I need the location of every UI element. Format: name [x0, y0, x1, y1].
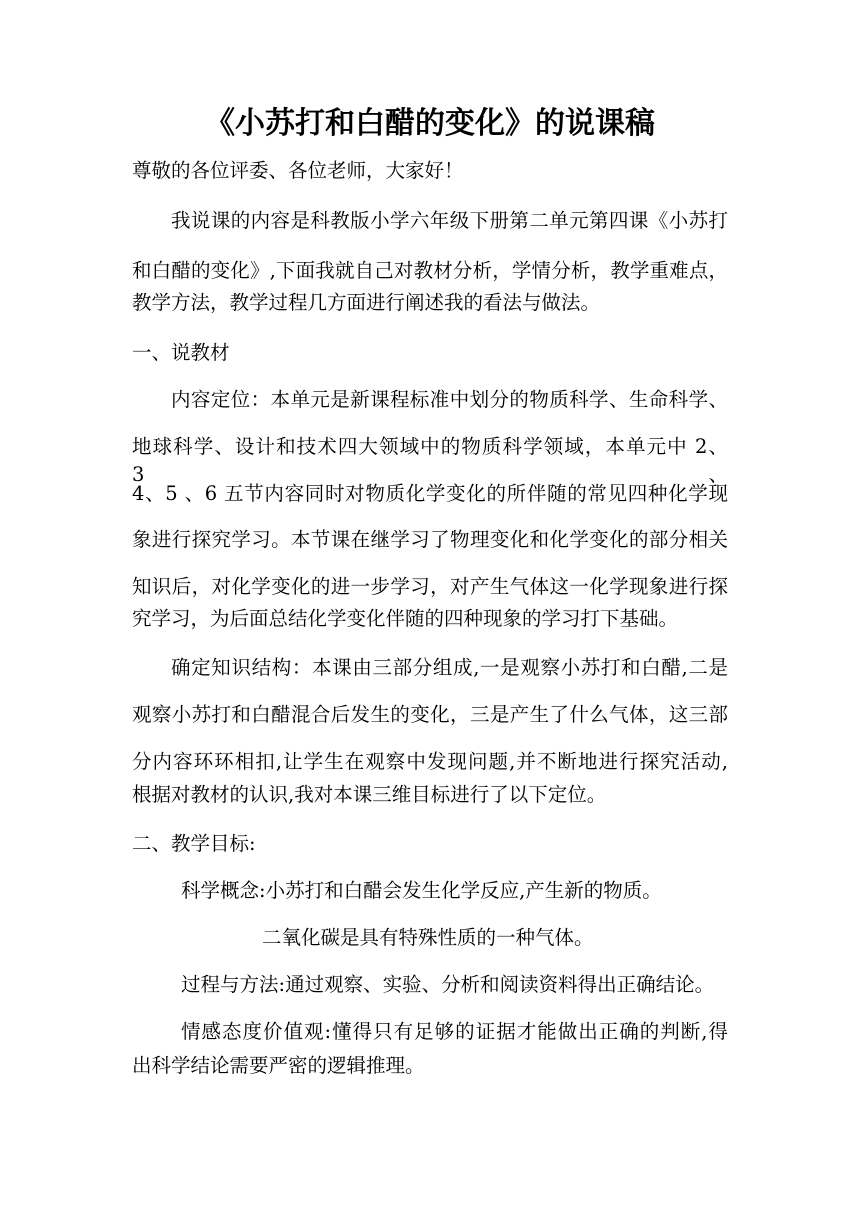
goal-line: 科学概念:小苏打和白醋会发生化学反应,产生新的物质。 — [181, 879, 662, 902]
goal-line: 情感态度价值观:懂得只有足够的证据才能做出正确的判断,得 — [181, 1020, 728, 1043]
paragraph-line: 内容定位：本单元是新课程标准中划分的物质科学、生命科学、 — [171, 388, 728, 411]
paragraph-line: 确定知识结构：本课由三部分组成,一是观察小苏打和白醋,二是 — [171, 656, 728, 679]
paragraph-line: 分内容环环相扣,让学生在观察中发现问题,并不断地进行探究活动, — [132, 750, 728, 773]
paragraph-line: 地球科学、设计和技术四大领域中的物质科学领域，本单元中 2、 3、 — [132, 435, 728, 486]
paragraph-line: 象进行探究学习。本节课在继学习了物理变化和化学变化的部分相关 — [132, 528, 728, 551]
paragraph-line: 教学方法，教学过程几方面进行阐述我的看法与做法。 — [132, 291, 601, 314]
section-heading: 二、教学目标: — [132, 832, 256, 855]
paragraph-line: 我说课的内容是科教版小学六年级下册第二单元第四课《小苏打 — [171, 209, 728, 232]
paragraph-line: 根据对教材的认识,我对本课三维目标进行了以下定位。 — [132, 783, 607, 806]
paragraph-line: 和白醋的变化》,下面我就自己对教材分析，学情分析，教学重难点， — [132, 259, 728, 282]
paragraph-line: 4、5 、6 五节内容同时对物质化学变化的所伴随的常见四种化学现 — [132, 482, 728, 505]
paragraph-line: 知识后，对化学变化的进一步学习，对产生气体这一化学现象进行探 — [132, 575, 728, 598]
paragraph-line: 观察小苏打和白醋混合后发生的变化，三是产生了什么气体，这三部 — [132, 703, 728, 726]
goal-line: 出科学结论需要严密的逻辑推理。 — [132, 1054, 425, 1077]
goal-line: 二氧化碳是具有特殊性质的一种气体。 — [262, 926, 594, 949]
greeting-line: 尊敬的各位评委、各位老师，大家好！ — [132, 159, 464, 182]
goal-line: 过程与方法:通过观察、实验、分析和阅读资料得出正确结论。 — [181, 973, 715, 996]
document-title: 《小苏打和白醋的变化》的说课稿 — [205, 106, 655, 141]
paragraph-line: 究学习，为后面总结化学变化伴随的四种现象的学习打下基础。 — [132, 607, 679, 630]
section-heading: 一、说教材 — [132, 341, 230, 364]
